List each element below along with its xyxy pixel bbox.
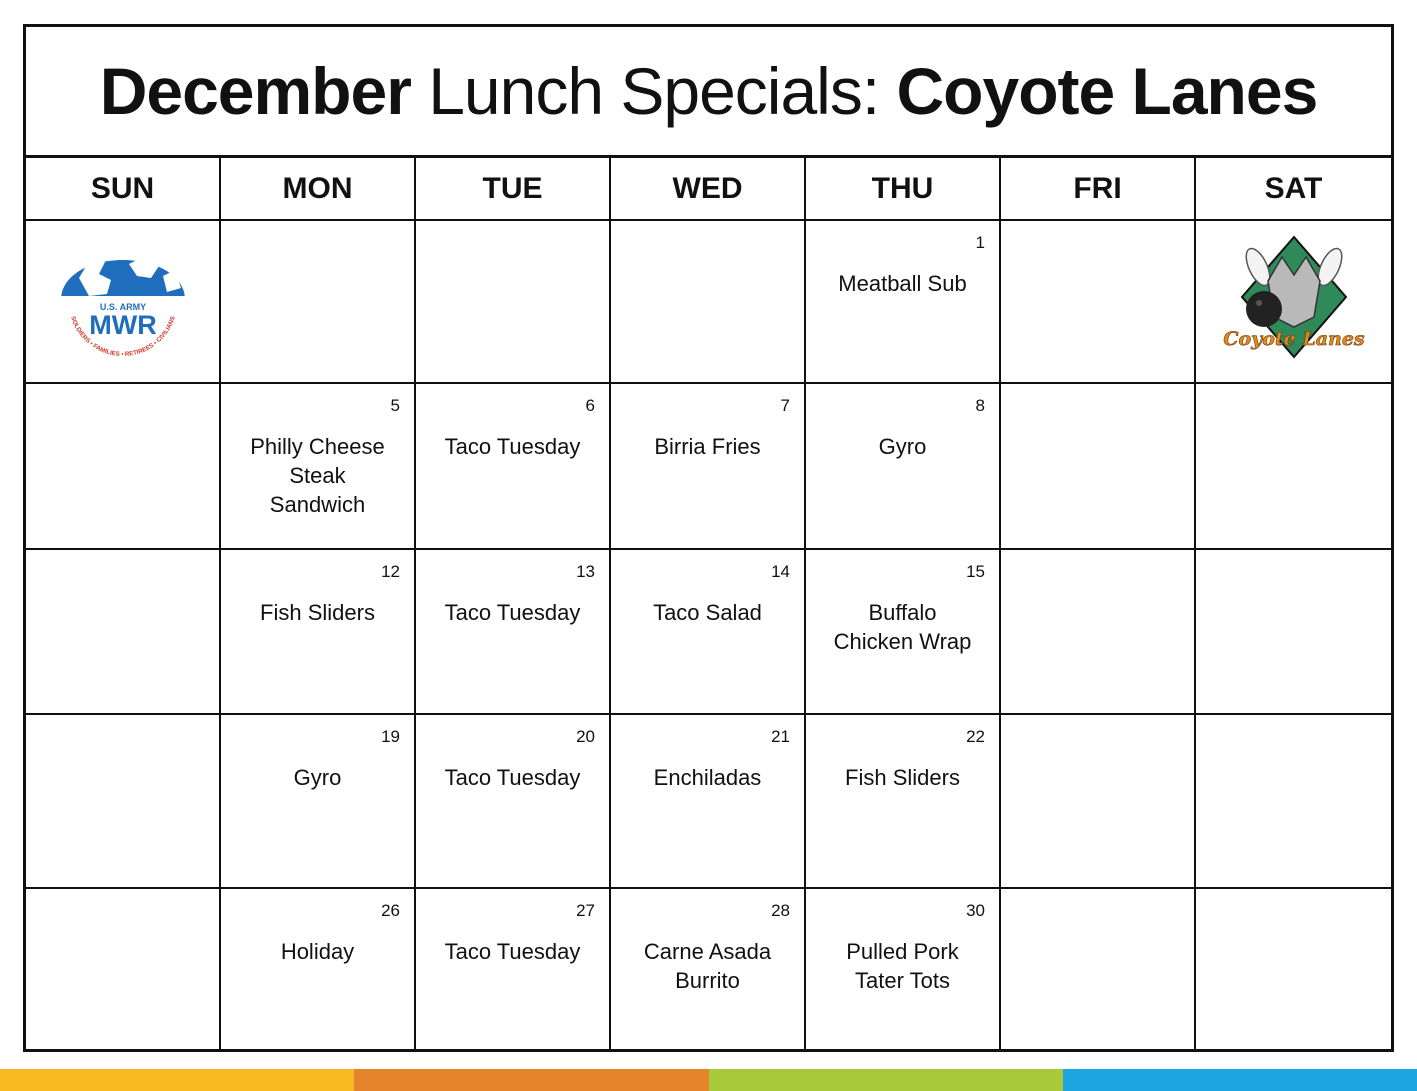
calendar-cell (1196, 384, 1391, 550)
calendar-cell (611, 715, 806, 889)
title-month: December (99, 54, 411, 128)
calendar-cell (611, 221, 806, 384)
footer-color-segment (0, 1069, 354, 1091)
menu-item: Taco Salad (653, 600, 762, 625)
calendar-cell (221, 889, 416, 1052)
menu-item: Carne Asada Burrito (643, 939, 772, 993)
menu-item: Meatball Sub (838, 271, 967, 296)
calendar-cell (416, 715, 611, 889)
day-number: 20 (576, 727, 595, 746)
calendar-cell (221, 550, 416, 715)
day-header-fri: FRI (1001, 158, 1196, 221)
day-header-sun: SUN (26, 158, 221, 221)
day-number: 27 (576, 901, 595, 920)
calendar-cell (1196, 715, 1391, 889)
calendar-cell (416, 221, 611, 384)
menu-item: Fish Sliders (260, 600, 375, 625)
title-middle: Lunch Specials: (410, 54, 897, 128)
calendar-cell (221, 221, 416, 384)
day-header-wed: WED (611, 158, 806, 221)
menu-item: Holiday (280, 939, 355, 964)
calendar-cell (416, 384, 611, 550)
mwr-logo-graphic (59, 238, 187, 366)
us-army-mwr-logo (26, 221, 219, 382)
day-number: 6 (585, 396, 595, 415)
calendar-cell (806, 221, 1001, 384)
day-number: 5 (390, 396, 400, 415)
calendar-cell (611, 889, 806, 1052)
day-header-sat: SAT (1196, 158, 1391, 221)
calendar-cell (221, 384, 416, 550)
day-number: 12 (381, 562, 400, 581)
day-header-mon: MON (221, 158, 416, 221)
menu-item: Taco Tuesday (444, 939, 581, 964)
menu-item: Birria Fries (654, 434, 761, 459)
footer-color-segment (1063, 1069, 1417, 1091)
coyote-lanes-logo-graphic (1222, 227, 1365, 377)
calendar-cell (1196, 889, 1391, 1052)
calendar-cell (1001, 384, 1196, 550)
menu-item: Taco Tuesday (444, 434, 581, 459)
menu-item: Taco Tuesday (444, 765, 581, 790)
menu-item: Buffalo Chicken Wrap (833, 600, 972, 654)
day-number: 22 (966, 727, 985, 746)
title-venue: Coyote Lanes (896, 54, 1318, 128)
calendar-cell (26, 221, 221, 384)
calendar-cell (416, 889, 611, 1052)
calendar-cell (1001, 550, 1196, 715)
day-number: 14 (771, 562, 790, 581)
calendar-cell (806, 550, 1001, 715)
footer-color-segment (709, 1069, 1063, 1091)
calendar-cell (611, 384, 806, 550)
calendar-cell (806, 889, 1001, 1052)
calendar-cell (26, 384, 221, 550)
day-number: 26 (381, 901, 400, 920)
day-number: 8 (975, 396, 985, 415)
menu-item: Gyro (293, 765, 342, 790)
calendar-cell (611, 550, 806, 715)
day-number: 30 (966, 901, 985, 920)
lunch-calendar (23, 24, 1394, 1052)
calendar-cell (1196, 221, 1391, 384)
day-number: 21 (771, 727, 790, 746)
calendar-cell (26, 889, 221, 1052)
calendar-cell (221, 715, 416, 889)
calendar-grid (26, 158, 1391, 1049)
menu-item: Enchiladas (653, 765, 762, 790)
day-number: 15 (966, 562, 985, 581)
day-header-tue: TUE (416, 158, 611, 221)
svg-text:U.S. ARMY: U.S. ARMY (99, 301, 146, 312)
day-number: 7 (780, 396, 790, 415)
footer-color-segment (354, 1069, 708, 1091)
calendar-cell (416, 550, 611, 715)
day-number: 19 (381, 727, 400, 746)
svg-text:SOLDIERS • FAMILIES • RETIREES: SOLDIERS • FAMILIES • RETIREES • CIVILIANS (68, 314, 177, 358)
calendar-cell (26, 715, 221, 889)
page-title (26, 27, 1391, 158)
calendar-cell (1001, 715, 1196, 889)
svg-text:MWR: MWR (88, 309, 157, 340)
calendar-cell (1196, 550, 1391, 715)
day-number: 13 (576, 562, 595, 581)
menu-item: Gyro (878, 434, 927, 459)
menu-item: Pulled Pork Tater Tots (846, 939, 959, 993)
calendar-cell (806, 715, 1001, 889)
day-number: 28 (771, 901, 790, 920)
menu-item: Philly Cheese Steak Sandwich (250, 434, 385, 517)
day-number: 1 (975, 233, 985, 252)
menu-item: Taco Tuesday (444, 600, 581, 625)
calendar-cell (806, 384, 1001, 550)
menu-item: Fish Sliders (845, 765, 960, 790)
calendar-cell (26, 550, 221, 715)
calendar-cell (1001, 889, 1196, 1052)
coyote-lanes-logo (1196, 221, 1391, 382)
calendar-cell (1001, 221, 1196, 384)
day-header-thu: THU (806, 158, 1001, 221)
footer-color-bar (0, 1069, 1417, 1091)
svg-text:Coyote Lanes: Coyote Lanes (1222, 327, 1365, 350)
